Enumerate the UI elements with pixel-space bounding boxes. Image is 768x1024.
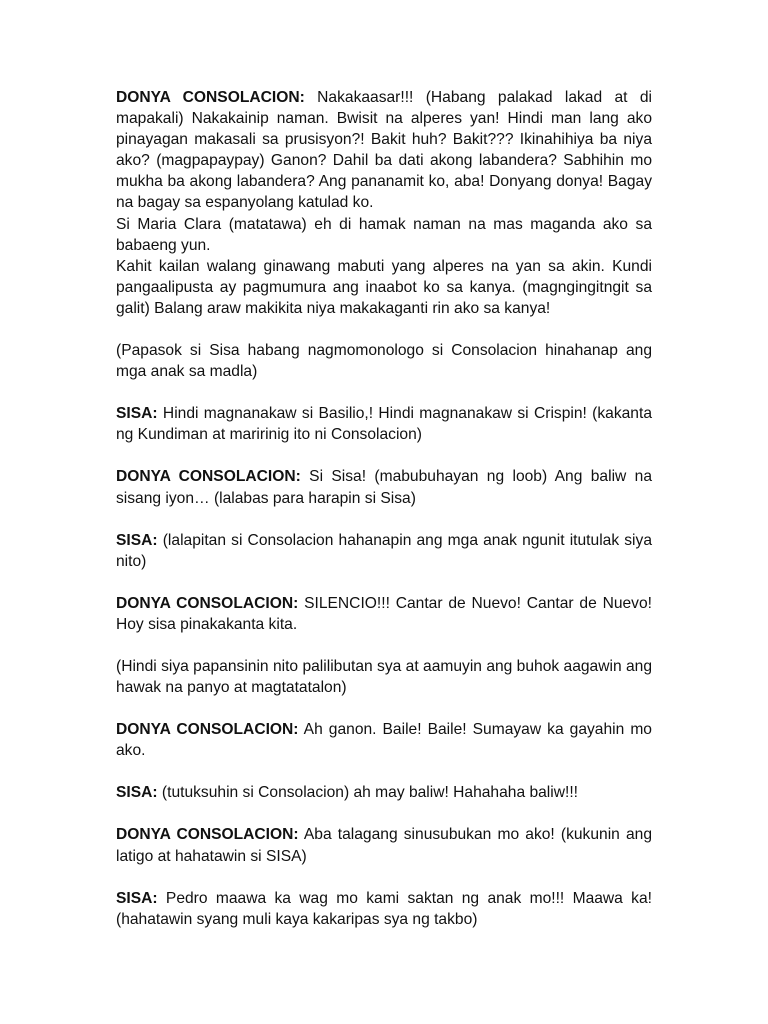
dialogue-text: (tutuksuhin si Consolacion) ah may baliw! Hahahaha baliw!!! bbox=[157, 784, 578, 802]
dialogue-text: SILENCIO!!! Cantar de Nuevo! Cantar de Nuevo! Hoy sisa pinakakanta kita. bbox=[116, 594, 652, 633]
dialogue-text: Aba talagang sinusubukan mo ako! (kukunin ang latigo at hahatawin si SISA) bbox=[116, 826, 652, 865]
speaker-name: SISA: bbox=[116, 405, 158, 423]
speaker-name: DONYA CONSOLACION: bbox=[116, 594, 299, 612]
speaker-name: DONYA CONSOLACION: bbox=[116, 89, 305, 106]
speaker-name: SISA: bbox=[116, 531, 158, 549]
speaker-name: DONYA CONSOLACION: bbox=[116, 721, 299, 739]
stage-direction bbox=[116, 340, 652, 382]
speaker-name: DONYA CONSOLACION: bbox=[116, 826, 299, 844]
dialogue-paragraph bbox=[116, 824, 652, 866]
dialogue-text: Nakakaasar!!! (Habang palakad lakad at di mapakali) Nakakainip naman. Bwisit na alperes yan! Hindi man lang ako pinayagan makasali sa prusisyon?! Bakit huh? Bakit??? Ikinahihiya ba niya ako? (magpapaypay) Ganon? Dahil ba dati akong labandera? Sabhihin mo mukha ba akong labandera? Ang pananamit ko, aba! Donyang donya! Bagay na bagay sa espanyolang katulad ko. bbox=[116, 89, 652, 212]
dialogue-text: Si Sisa! (mabubuhayan ng loob) Ang baliw na sisang iyon… (lalabas para harapin si Sisa) bbox=[116, 468, 652, 507]
dialogue-text: Hindi magnanakaw si Basilio,! Hindi magnanakaw si Crispin! (kakanta ng Kundiman at maririnig ito ni Consolacion) bbox=[116, 405, 652, 444]
dialogue-text: Ah ganon. Baile! Baile! Sumayaw ka gayahin mo ako. bbox=[116, 721, 652, 760]
speaker-name: SISA: bbox=[116, 889, 158, 907]
stage-direction bbox=[116, 656, 652, 698]
speaker-name: SISA: bbox=[116, 784, 158, 802]
stage-direction-text: (Papasok si Sisa habang nagmomonologo si Consolacion hinahanap ang mga anak sa madla) bbox=[116, 342, 652, 381]
dialogue-paragraph bbox=[116, 87, 652, 319]
dialogue-text: (lalapitan si Consolacion hahanapin ang mga anak ngunit itutulak siya nito) bbox=[116, 531, 652, 570]
dialogue-text: Kahit kailan walang ginawang mabuti yang alperes na yan sa akin. Kundi pangaalipusta ay pagmumura ang inaabot ko sa kanya. (magngingitngit sa galit) Balang araw makikita niya makakaganti rin ako sa kanya! bbox=[116, 257, 652, 317]
dialogue-paragraph bbox=[116, 719, 652, 761]
dialogue-text: Pedro maawa ka wag mo kami saktan ng anak mo!!! Maawa ka! (hahatawin syang muli kaya kakaripas sya ng takbo) bbox=[116, 889, 652, 928]
dialogue-paragraph bbox=[116, 466, 652, 508]
stage-direction-text: (Hindi siya papansinin nito palilibutan sya at aamuyin ang buhok aagawin ang hawak na panyo at magtatatalon) bbox=[116, 657, 652, 697]
dialogue-paragraph bbox=[116, 593, 652, 635]
dialogue-paragraph bbox=[116, 888, 652, 930]
script-page bbox=[116, 87, 652, 930]
dialogue-text: Si Maria Clara (matatawa) eh di hamak naman na mas maganda ako sa babaeng yun. bbox=[116, 215, 652, 254]
dialogue-paragraph bbox=[116, 782, 652, 803]
dialogue-paragraph bbox=[116, 403, 652, 445]
speaker-name: DONYA CONSOLACION: bbox=[116, 468, 301, 486]
dialogue-paragraph bbox=[116, 530, 652, 572]
